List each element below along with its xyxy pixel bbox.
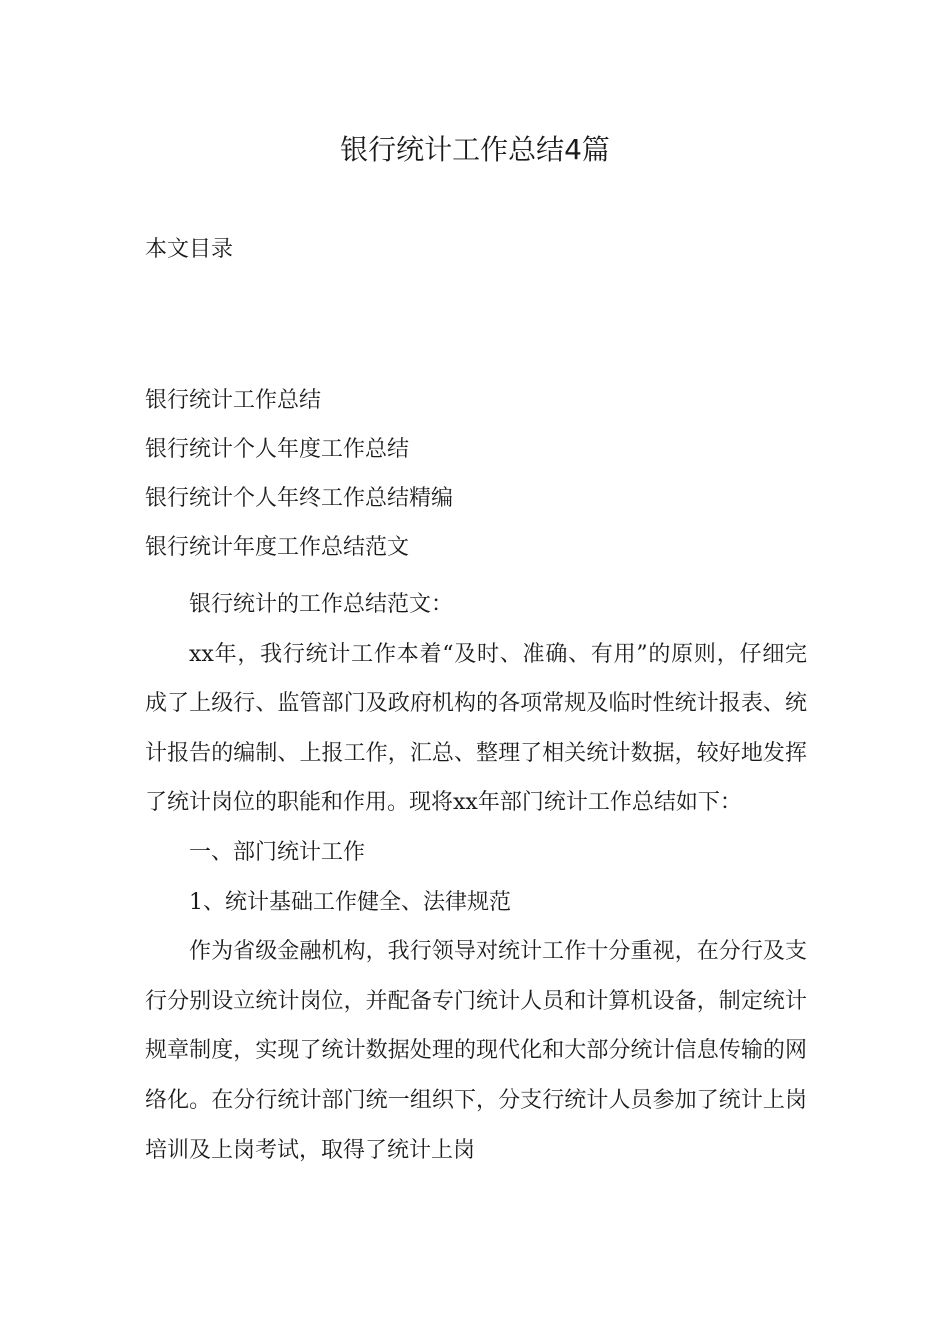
toc-heading: 本文目录 [145,237,234,262]
document-body [145,580,807,1175]
toc-item[interactable]: 银行统计个人年度工作总结 [145,437,410,462]
subsection-heading: 1、统计基础工作健全、法律规范 [189,889,511,915]
section-heading: 一、部门统计工作 [189,839,366,865]
paragraph-overview: xx年，我行统计工作本着“及时、准确、有用”的原则，仔细完成了上级行、监管部门及政府机构的各项常规及临时性统计报表、统计报告的编制、上报工作，汇总、整理了相关统计数据，较好地发挥了统计岗位的职能和作用。现将xx年部门统计工作总结如下： [145,641,807,816]
toc-item[interactable]: 银行统计年度工作总结范文 [145,535,410,560]
table-of-contents [145,383,453,579]
paragraph-body: 作为省级金融机构，我行领导对统计工作十分重视，在分行及支行分别设立统计岗位，并配备专门统计人员和计算机设备，制定统计规章制度，实现了统计数据处理的现代化和大部分统计信息传输的网络化。在分行统计部门统一组织下，分支行统计人员参加了统计上岗培训及上岗考试，取得了统计上岗 [145,939,807,1163]
document-title: 银行统计工作总结4篇 [340,133,610,166]
toc-item[interactable]: 银行统计个人年终工作总结精编 [145,486,454,511]
toc-item[interactable]: 银行统计工作总结 [145,388,322,413]
paragraph-intro: 银行统计的工作总结范文： [189,592,454,617]
